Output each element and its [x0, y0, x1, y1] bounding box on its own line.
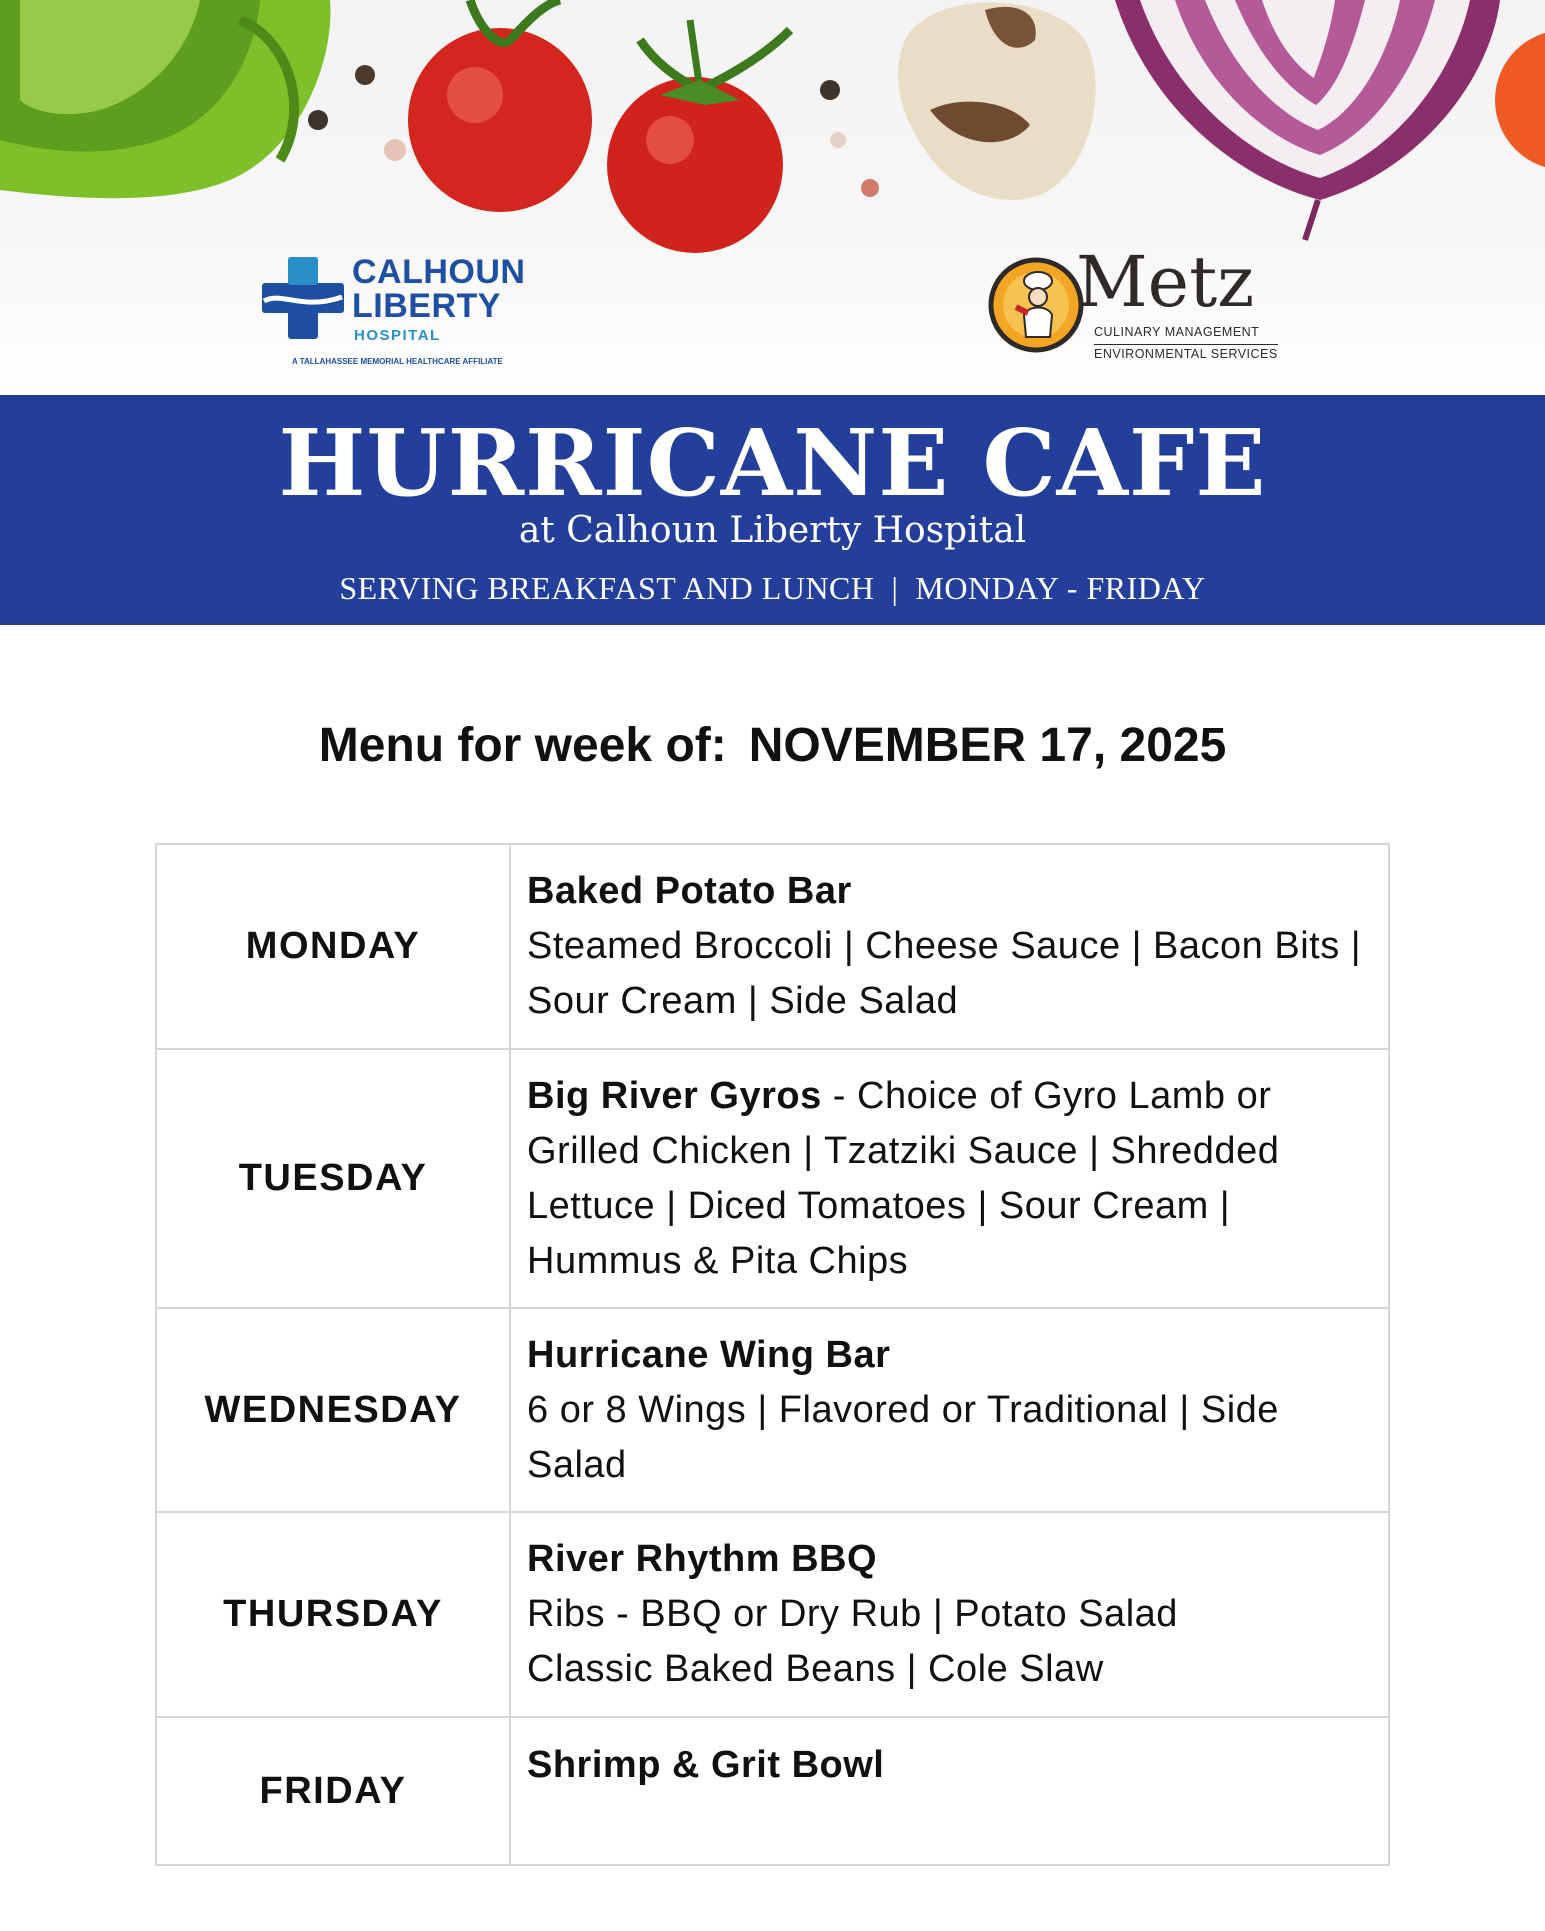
- week-heading: [0, 718, 1545, 773]
- cafe-subtitle: at Calhoun Liberty Hospital: [518, 510, 1027, 551]
- menu-dish-name: Big River Gyros: [527, 1074, 822, 1117]
- bell-pepper-icon: [0, 0, 330, 198]
- menu-dish-cell: [510, 1717, 1389, 1865]
- calhoun-cross-logo-icon: [262, 257, 344, 339]
- cafe-banner: [0, 395, 1545, 625]
- menu-dish-name: River Rhythm BBQ: [527, 1538, 878, 1580]
- week-date: NOVEMBER 17, 2025: [748, 719, 1227, 772]
- peppercorn-icon: [308, 65, 879, 197]
- metz-logo-line1: CULINARY MANAGEMENT: [1094, 325, 1260, 339]
- red-onion-icon: [1115, 0, 1500, 240]
- menu-day: MONDAY: [156, 844, 510, 1049]
- menu-row-tuesday: [156, 1049, 1389, 1308]
- menu-day: WEDNESDAY: [156, 1308, 510, 1512]
- menu-dish-name: Hurricane Wing Bar: [527, 1333, 891, 1376]
- calhoun-logo-line1: CALHOUN: [352, 253, 526, 291]
- menu-dish-details: Ribs - BBQ or Dry Rub | Potato Salad Classic Baked Beans | Cole Slaw: [527, 1593, 1178, 1690]
- menu-dish-separator: -: [821, 1074, 857, 1117]
- menu-day: THURSDAY: [156, 1512, 510, 1717]
- weekly-menu-table: [155, 843, 1390, 1866]
- menu-dish-name: Shrimp & Grit Bowl: [527, 1744, 885, 1786]
- menu-dish-details: Choice of Gyro Lamb or Grilled Chicken | Tzatziki Sauce | Shredded Lettuce | Diced Tomatoes | Sour Cream | Hummus & Pita Chips: [527, 1074, 1280, 1282]
- menu-dish-cell: [510, 1308, 1389, 1512]
- calhoun-liberty-logo: [262, 253, 542, 373]
- header-photo: [0, 0, 1545, 395]
- menu-day: TUESDAY: [156, 1049, 510, 1308]
- calhoun-logo-line3: HOSPITAL: [354, 327, 441, 344]
- mushroom-icon: [898, 3, 1096, 200]
- serving-hours: SERVING BREAKFAST AND LUNCH | MONDAY - FRIDAY: [339, 570, 1206, 606]
- menu-dish-cell: [510, 1049, 1389, 1308]
- calhoun-logo-line2: LIBERTY: [352, 287, 501, 325]
- tomato-icon: [408, 0, 790, 253]
- menu-row-monday: [156, 844, 1389, 1049]
- menu-dish-details: Steamed Broccoli | Cheese Sauce | Bacon Bits | Sour Cream | Side Salad: [527, 925, 1362, 1022]
- menu-dish-name: Baked Potato Bar: [527, 870, 852, 912]
- metz-logo: [988, 241, 1278, 365]
- menu-row-wednesday: [156, 1308, 1389, 1512]
- menu-dish-details: 6 or 8 Wings | Flavored or Traditional | Side Salad: [527, 1388, 1279, 1486]
- metz-logo-word: Metz: [1076, 241, 1255, 323]
- metz-logo-line2: ENVIRONMENTAL SERVICES: [1094, 344, 1278, 361]
- menu-dish-cell: [510, 1512, 1389, 1717]
- menu-dish-cell: [510, 844, 1389, 1049]
- week-label: Menu for week of:: [318, 719, 727, 772]
- menu-day: FRIDAY: [156, 1717, 510, 1865]
- cafe-title: HURRICANE CAFE: [278, 409, 1267, 517]
- menu-row-friday: [156, 1717, 1389, 1865]
- calhoun-logo-affiliate: A TALLAHASSEE MEMORIAL HEALTHCARE AFFILIATE: [292, 357, 503, 366]
- menu-row-thursday: [156, 1512, 1389, 1717]
- metz-chef-badge-icon: [988, 257, 1084, 353]
